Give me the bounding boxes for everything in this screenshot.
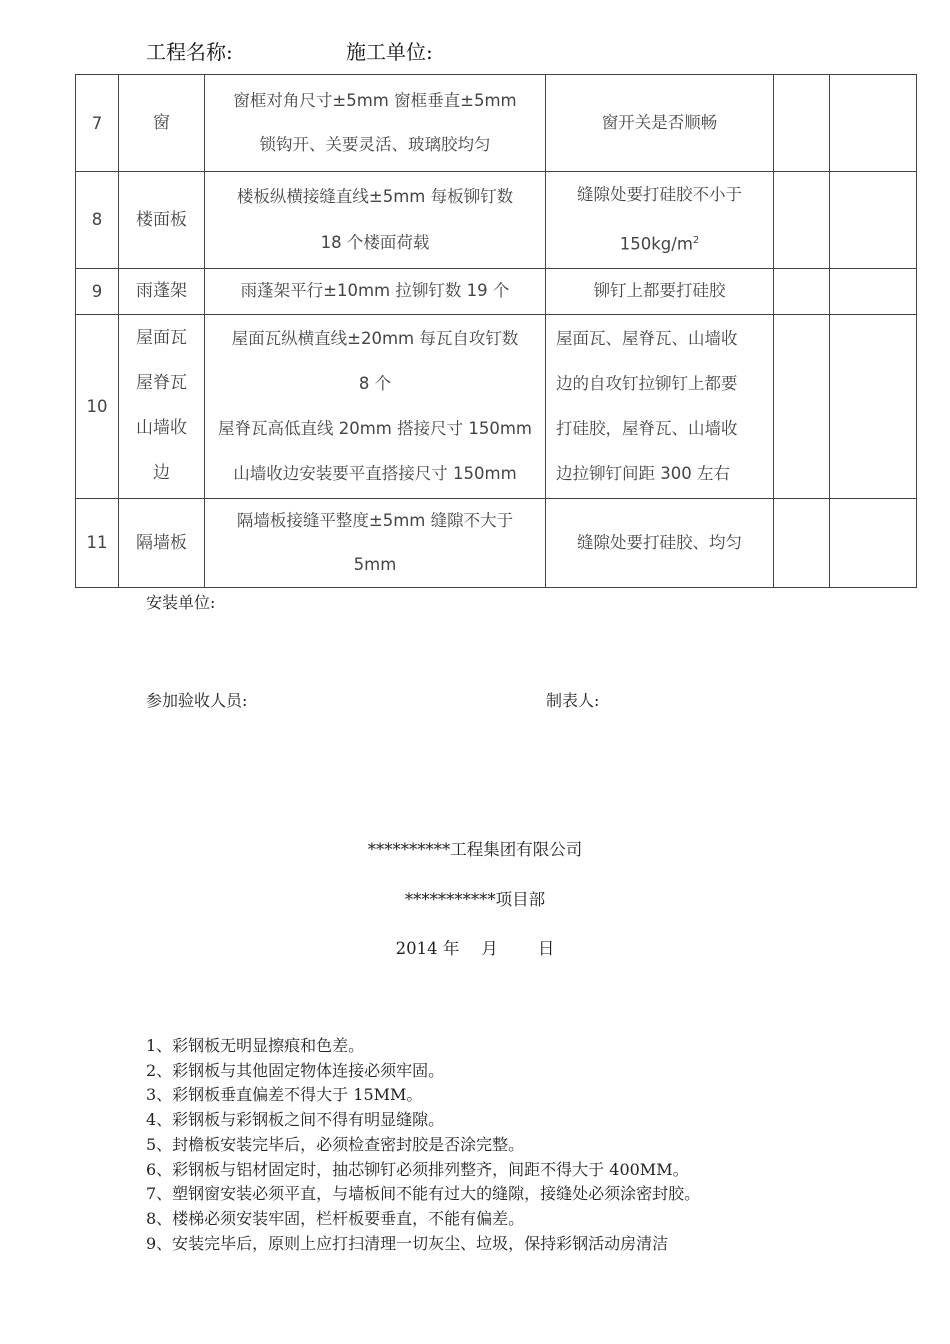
list-item: 7、塑钢窗安装必须平直，与墙板间不能有过大的缝隙，接缝处必须涂密封胶。: [146, 1184, 701, 1204]
requirement-cell: 屋面瓦、屋脊瓦、山墙收 边的自攻钉拉铆钉上都要 打硅胶，屋脊瓦、山墙收 边拉铆钉间距 300 左右: [546, 314, 774, 498]
table-row: [76, 172, 917, 269]
item-name: 隔墙板: [119, 498, 205, 587]
standard-cell: 雨蓬架平行±10mm 拉铆钉数 19 个: [205, 268, 546, 314]
row-number: 8: [76, 172, 119, 269]
standard-cell: 隔墙板接缝平整度±5mm 缝隙不大于 5mm: [205, 498, 546, 587]
acceptance-table: [75, 74, 917, 588]
requirement-cell: 窗开关是否顺畅: [546, 75, 774, 172]
date-day: 日: [537, 939, 555, 958]
list-item: 5、封檐板安装完毕后，必须检查密封胶是否涂完整。: [146, 1134, 525, 1154]
requirement-cell: 铆钉上都要打硅胶: [546, 268, 774, 314]
list-item: 4、彩钢板与彩钢板之间不得有明显缝隙。: [146, 1110, 445, 1130]
remark-cell: [830, 498, 917, 587]
row-number: 10: [76, 314, 119, 498]
check-cell: [774, 314, 830, 498]
installation-rules-list: [146, 1034, 700, 1256]
standard-cell: 窗框对角尺寸±5mm 窗框垂直±5mm 锁钩开、关要灵活、玻璃胶均匀: [205, 75, 546, 172]
project-name-label: 工程名称:: [146, 40, 233, 64]
inspectors-label: 参加验收人员:: [146, 691, 248, 710]
row-number: 11: [76, 498, 119, 587]
list-item: 9、安装完毕后，原则上应打扫清理一切灰尘、垃圾，保持彩钢活动房清洁: [146, 1233, 669, 1253]
check-cell: [774, 498, 830, 587]
remark-cell: [830, 314, 917, 498]
list-item: 1、彩钢板无明显擦痕和色差。: [146, 1036, 365, 1055]
list-item: 6、彩钢板与铝材固定时，抽芯铆钉必须排列整齐，间距不得大于 400MM。: [146, 1159, 689, 1179]
table-row: [76, 498, 917, 587]
item-name: 雨蓬架: [119, 268, 205, 314]
project-department: ***********项目部: [404, 890, 546, 909]
construction-unit-label: 施工单位:: [346, 40, 433, 64]
row-number: 9: [76, 268, 119, 314]
company-name: **********工程集团有限公司: [367, 840, 583, 859]
signature-date: [0, 935, 950, 959]
requirement-cell: 缝隙处要打硅胶不小于 $150kg/m^2$: [546, 172, 774, 269]
table-row: [76, 314, 917, 498]
tabulator-label: 制表人:: [546, 691, 600, 710]
standard-cell: 屋面瓦纵横直线±20mm 每瓦自攻钉数 8 个 屋脊瓦高低直线 20mm 搭接尺寸 150mm 山墙收边安装要平直搭接尺寸 150mm: [205, 314, 546, 498]
remark-cell: [830, 75, 917, 172]
date-year: 2014 年: [395, 939, 460, 958]
check-cell: [774, 268, 830, 314]
item-name: 楼面板: [119, 172, 205, 269]
check-cell: [774, 75, 830, 172]
remark-cell: [830, 172, 917, 269]
table-row: [76, 268, 917, 314]
remark-cell: [830, 268, 917, 314]
item-name: 屋面瓦 屋脊瓦 山墙收 边: [119, 314, 205, 498]
list-item: 3、彩钢板垂直偏差不得大于 15MM。: [146, 1085, 423, 1105]
list-item: 2、彩钢板与其他固定物体连接必须牢固。: [146, 1060, 445, 1080]
check-cell: [774, 172, 830, 269]
table-row: [76, 75, 917, 172]
row-number: 7: [76, 75, 119, 172]
list-item: 8、楼梯必须安装牢固，栏杆板要垂直，不能有偏差。: [146, 1208, 525, 1228]
requirement-cell: 缝隙处要打硅胶、均匀: [546, 498, 774, 587]
install-unit-label: 安装单位:: [146, 593, 216, 612]
standard-cell: 楼板纵横接缝直线±5mm 每板铆钉数 18 个楼面荷载: [205, 172, 546, 269]
item-name: 窗: [119, 75, 205, 172]
date-month: 月: [481, 939, 498, 958]
